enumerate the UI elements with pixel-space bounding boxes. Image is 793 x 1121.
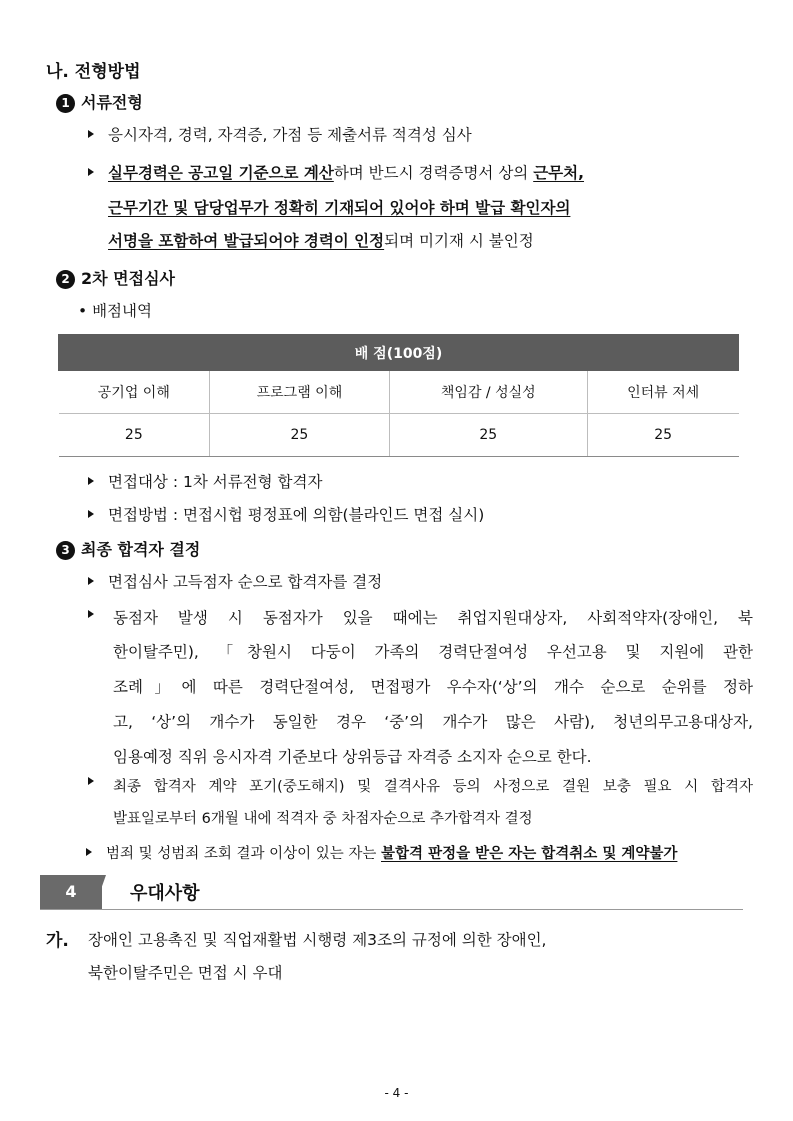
subsection-final-decision [56, 537, 200, 560]
score-table-header: 배 점(100점) [59, 335, 739, 371]
paragraph-line: 발표일로부터 6개월 내에 적격자 중 차점자순으로 추가합격자 결정 [113, 811, 533, 827]
bullet-text: 범죄 및 성범죄 조회 결과 이상이 있는 자는 [106, 846, 381, 862]
triangle-bullet-icon [88, 510, 94, 518]
paragraph-line: 동점자 발생 시 동점자가 있을 때에는 취업지원대상자, 사회적약자(장애인, 북 [113, 609, 753, 627]
subsection-document-screening [56, 90, 143, 113]
bullet-text: 면접방법 : 면접시헙 평정표에 의함(블라인드 면접 실시) [108, 506, 485, 524]
triangle-bullet-icon [88, 777, 94, 785]
score-cell: 25 [389, 414, 587, 457]
triangle-bullet-icon [88, 577, 94, 585]
triangle-bullet-icon [88, 168, 94, 176]
triangle-bullet-icon [86, 848, 92, 856]
score-cell: 25 [59, 414, 210, 457]
paragraph-line: 조례」에 따른 경력단절여성, 면접평가 우수자(‘상’의 개수 순으로 순위를 정하 [113, 678, 753, 696]
bullet-item [88, 570, 382, 592]
section-title: 우대사항 [130, 883, 200, 904]
page-number: - 4 - [384, 1086, 409, 1100]
bullet-item [88, 775, 108, 791]
bullet-text: 면접심사 고득점자 순으로 합격자를 결정 [108, 573, 383, 591]
paragraph-line: 임용예정 직위 응시자격 기준보다 상위등급 자격증 소지자 순으로 한다. [113, 748, 592, 766]
score-caption: • 배점내역 [78, 302, 152, 320]
paragraph-line: 최종 합격자 계약 포기(중도해지) 및 결격사유 등의 사정으로 결원 보충 필요 시 합격자 [113, 779, 753, 795]
score-cell: 25 [587, 414, 738, 457]
subsection-title: 최종 합격자 결정 [81, 540, 201, 559]
underlined-text: 불합격 판정을 받은 자는 합격취소 및 계약불가 [381, 846, 678, 862]
underlined-text: 근무기간 및 담당업무가 정확히 기재되어 있어야 하며 발급 확인자의 [108, 199, 571, 217]
section-number: 4 [40, 875, 102, 909]
preference-line: 장애인 고용촉진 및 직업재활법 시행령 제3조의 규정에 의한 장애인, [88, 931, 547, 949]
triangle-bullet-icon [88, 477, 94, 485]
underlined-text: 근무처, [533, 164, 585, 182]
section-slant-decoration [94, 875, 106, 909]
column-header: 책임감 / 성실성 [389, 371, 587, 414]
bullet-item [88, 606, 108, 624]
circle-number-1: 1 [56, 94, 75, 113]
subsection-title: 서류전형 [81, 93, 143, 112]
subsection-title: 2차 면접심사 [81, 269, 175, 288]
underlined-text: 실무경력은 공고일 기준으로 계산 [108, 164, 334, 182]
bullet-item [88, 161, 584, 183]
bullet-item [86, 842, 677, 863]
score-table [58, 334, 739, 457]
column-header: 인터뷰 저세 [587, 371, 738, 414]
bullet-item [88, 123, 472, 145]
bullet-item [88, 503, 484, 525]
column-header: 공기업 이해 [59, 371, 210, 414]
bullet-continuation [108, 229, 534, 251]
bullet-text: 하며 반드시 경력증명서 상의 [333, 164, 534, 182]
paragraph-line: 고, ‘상’의 개수가 동일한 경우 ‘중’의 개수가 많은 사람), 청년의무고용대상자, [113, 713, 753, 731]
bullet-text: 되며 미기재 시 불인정 [384, 232, 534, 250]
preference-line: 북한이탈주민은 면접 시 우대 [88, 964, 283, 982]
subsection-interview [56, 266, 175, 289]
underlined-text: 서명을 포함하여 발급되어야 경력이 인정 [108, 232, 385, 250]
bullet-text: 응시자격, 경력, 자격증, 가점 등 제출서류 적격성 심사 [108, 126, 472, 144]
score-cell: 25 [210, 414, 390, 457]
bullet-text: 면접대상 : 1차 서류전형 합격자 [108, 473, 323, 491]
section-heading: 나. 전형방법 [46, 62, 141, 82]
item-label: 가. [46, 931, 69, 951]
section-4-header [40, 875, 743, 910]
column-header: 프로그램 이해 [210, 371, 390, 414]
paragraph-line: 한이탈주민), 「창원시 다둥이 가족의 경력단절여성 우선고용 및 지원에 관한 [113, 643, 753, 661]
circle-number-3: 3 [56, 541, 75, 560]
replacement-rule-paragraph [113, 775, 753, 828]
triangle-bullet-icon [88, 130, 94, 138]
circle-number-2: 2 [56, 270, 75, 289]
tie-rule-paragraph [113, 606, 753, 767]
bullet-item [88, 470, 322, 492]
bullet-continuation [108, 196, 570, 218]
triangle-bullet-icon [88, 610, 94, 618]
